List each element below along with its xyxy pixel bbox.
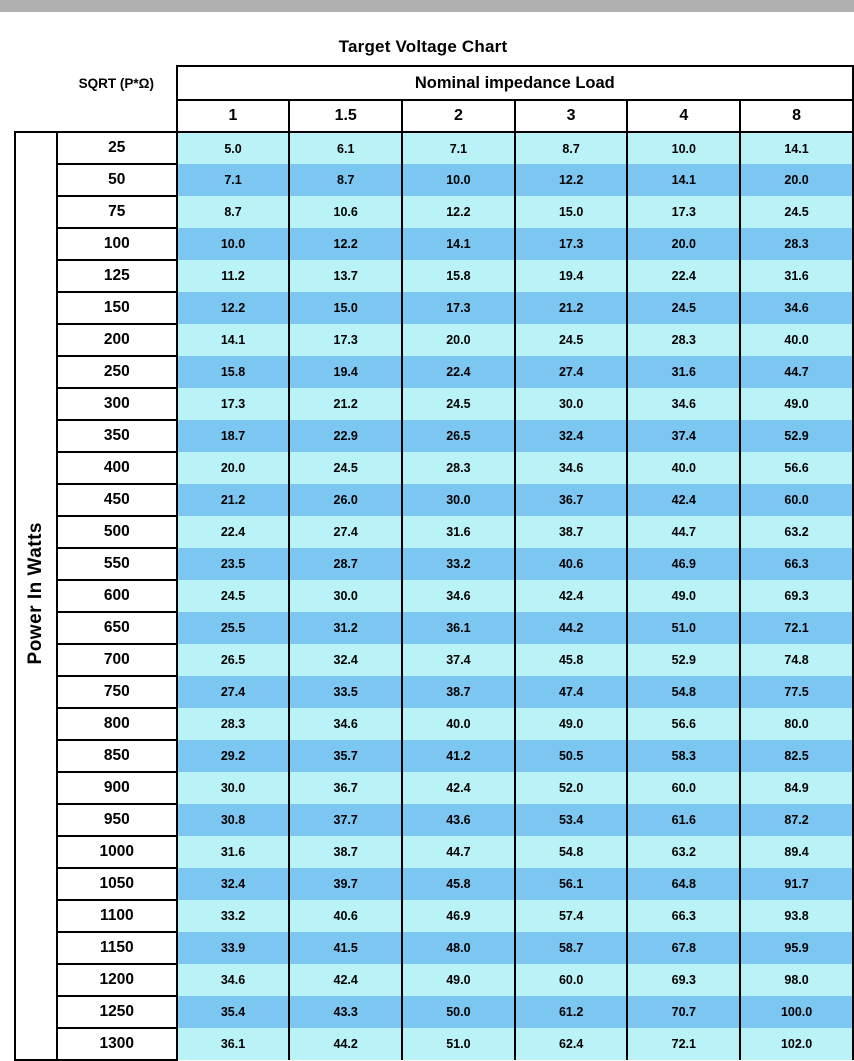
voltage-cell: 37.7 [289,804,402,836]
voltage-cell: 24.5 [515,324,628,356]
voltage-cell: 52.9 [627,644,740,676]
voltage-cell: 12.2 [289,228,402,260]
voltage-cell: 32.4 [515,420,628,452]
voltage-cell: 17.3 [515,228,628,260]
column-header-impedance-0: 1 [177,100,290,132]
voltage-cell: 11.2 [177,260,290,292]
voltage-cell: 28.7 [289,548,402,580]
table-row [15,484,853,516]
voltage-cell: 33.9 [177,932,290,964]
voltage-cell: 39.7 [289,868,402,900]
corner-spacer [15,100,57,132]
table-row [15,164,853,196]
table-row [15,388,853,420]
voltage-cell: 32.4 [289,644,402,676]
voltage-cell: 34.6 [177,964,290,996]
voltage-cell: 77.5 [740,676,853,708]
row-header-power: 150 [57,292,177,324]
voltage-cell: 21.2 [289,388,402,420]
voltage-cell: 72.1 [740,612,853,644]
voltage-cell: 20.0 [740,164,853,196]
voltage-cell: 36.1 [177,1028,290,1060]
page-title: Target Voltage Chart [338,37,508,56]
voltage-cell: 25.5 [177,612,290,644]
voltage-cell: 30.0 [289,580,402,612]
voltage-cell: 42.4 [289,964,402,996]
voltage-cell: 44.7 [402,836,515,868]
voltage-cell: 22.4 [402,356,515,388]
row-header-power: 250 [57,356,177,388]
voltage-cell: 41.2 [402,740,515,772]
voltage-cell: 24.5 [402,388,515,420]
voltage-cell: 52.9 [740,420,853,452]
voltage-cell: 31.6 [402,516,515,548]
voltage-cell: 36.7 [289,772,402,804]
voltage-cell: 19.4 [289,356,402,388]
row-header-power: 50 [57,164,177,196]
voltage-cell: 40.0 [740,324,853,356]
voltage-cell: 34.6 [289,708,402,740]
voltage-cell: 46.9 [627,548,740,580]
voltage-cell: 17.3 [289,324,402,356]
voltage-cell: 95.9 [740,932,853,964]
row-header-power: 1150 [57,932,177,964]
voltage-cell: 43.6 [402,804,515,836]
voltage-cell: 40.6 [515,548,628,580]
voltage-cell: 28.3 [177,708,290,740]
row-header-power: 950 [57,804,177,836]
nominal-impedance-header: Nominal impedance Load [177,66,853,100]
table-row [15,516,853,548]
voltage-cell: 38.7 [402,676,515,708]
voltage-cell: 66.3 [740,548,853,580]
voltage-cell: 17.3 [402,292,515,324]
voltage-cell: 54.8 [515,836,628,868]
voltage-cell: 51.0 [627,612,740,644]
voltage-cell: 61.6 [627,804,740,836]
voltage-cell: 51.0 [402,1028,515,1060]
voltage-cell: 44.2 [515,612,628,644]
table-row [15,196,853,228]
voltage-cell: 7.1 [402,132,515,164]
voltage-cell: 31.2 [289,612,402,644]
voltage-cell: 36.7 [515,484,628,516]
power-in-watts-axis-label [15,132,57,1060]
voltage-cell: 10.6 [289,196,402,228]
voltage-cell: 26.5 [177,644,290,676]
voltage-cell: 28.3 [402,452,515,484]
table-row [15,548,853,580]
sqrt-formula-label: SQRT (P*Ω) [57,66,177,100]
voltage-cell: 56.1 [515,868,628,900]
voltage-cell: 70.7 [627,996,740,1028]
voltage-cell: 24.5 [627,292,740,324]
row-header-power: 500 [57,516,177,548]
row-header-power: 200 [57,324,177,356]
table-row [15,868,853,900]
row-header-power: 550 [57,548,177,580]
row-header-power: 650 [57,612,177,644]
voltage-cell: 48.0 [402,932,515,964]
voltage-cell: 33.2 [402,548,515,580]
voltage-cell: 50.0 [402,996,515,1028]
row-header-power: 75 [57,196,177,228]
voltage-cell: 74.8 [740,644,853,676]
voltage-cell: 33.2 [177,900,290,932]
voltage-cell: 49.0 [402,964,515,996]
voltage-cell: 14.1 [402,228,515,260]
voltage-cell: 27.4 [515,356,628,388]
table-row [15,676,853,708]
voltage-cell: 50.5 [515,740,628,772]
column-header-impedance-2: 2 [402,100,515,132]
column-header-impedance-1: 1.5 [289,100,402,132]
voltage-cell: 56.6 [627,708,740,740]
voltage-cell: 57.4 [515,900,628,932]
table-row [15,644,853,676]
voltage-cell: 100.0 [740,996,853,1028]
voltage-cell: 49.0 [627,580,740,612]
voltage-cell: 52.0 [515,772,628,804]
voltage-cell: 8.7 [515,132,628,164]
row-header-power: 300 [57,388,177,420]
voltage-cell: 56.6 [740,452,853,484]
voltage-cell: 69.3 [740,580,853,612]
voltage-cell: 91.7 [740,868,853,900]
voltage-cell: 34.6 [515,452,628,484]
voltage-cell: 42.4 [627,484,740,516]
voltage-cell: 61.2 [515,996,628,1028]
row-header-power: 25 [57,132,177,164]
voltage-cell: 34.6 [402,580,515,612]
voltage-cell: 64.8 [627,868,740,900]
table-row [15,260,853,292]
row-header-power: 1050 [57,868,177,900]
row-header-power: 350 [57,420,177,452]
voltage-cell: 44.2 [289,1028,402,1060]
voltage-cell: 30.0 [515,388,628,420]
corner-spacer [57,100,177,132]
voltage-cell: 43.3 [289,996,402,1028]
voltage-cell: 82.5 [740,740,853,772]
row-header-power: 900 [57,772,177,804]
voltage-cell: 12.2 [177,292,290,324]
voltage-cell: 38.7 [289,836,402,868]
voltage-cell: 47.4 [515,676,628,708]
voltage-cell: 89.4 [740,836,853,868]
voltage-cell: 33.5 [289,676,402,708]
table-row [15,580,853,612]
voltage-cell: 45.8 [402,868,515,900]
table-row [15,836,853,868]
row-header-power: 1100 [57,900,177,932]
voltage-cell: 54.8 [627,676,740,708]
voltage-cell: 14.1 [740,132,853,164]
voltage-cell: 15.8 [402,260,515,292]
voltage-cell: 15.0 [289,292,402,324]
voltage-cell: 35.4 [177,996,290,1028]
table-row [15,900,853,932]
voltage-cell: 17.3 [177,388,290,420]
table-row [15,996,853,1028]
voltage-cell: 84.9 [740,772,853,804]
voltage-cell: 37.4 [627,420,740,452]
voltage-cell: 8.7 [177,196,290,228]
voltage-cell: 21.2 [177,484,290,516]
column-header-impedance-3: 3 [515,100,628,132]
table-row [15,740,853,772]
voltage-cell: 46.9 [402,900,515,932]
voltage-cell: 60.0 [627,772,740,804]
voltage-cell: 44.7 [627,516,740,548]
voltage-cell: 49.0 [515,708,628,740]
voltage-cell: 12.2 [515,164,628,196]
voltage-cell: 63.2 [740,516,853,548]
voltage-cell: 20.0 [627,228,740,260]
voltage-cell: 21.2 [515,292,628,324]
voltage-cell: 27.4 [289,516,402,548]
header-row-impedance-values [15,100,853,132]
voltage-cell: 35.7 [289,740,402,772]
voltage-cell: 98.0 [740,964,853,996]
voltage-cell: 14.1 [627,164,740,196]
row-header-power: 800 [57,708,177,740]
voltage-cell: 49.0 [740,388,853,420]
voltage-cell: 38.7 [515,516,628,548]
voltage-cell: 24.5 [289,452,402,484]
voltage-cell: 22.4 [627,260,740,292]
row-header-power: 125 [57,260,177,292]
voltage-cell: 102.0 [740,1028,853,1060]
voltage-cell: 29.2 [177,740,290,772]
voltage-cell: 6.1 [289,132,402,164]
voltage-cell: 10.0 [177,228,290,260]
header-row-nominal [15,66,853,100]
table-row [15,452,853,484]
voltage-cell: 26.0 [289,484,402,516]
voltage-cell: 8.7 [289,164,402,196]
voltage-cell: 72.1 [627,1028,740,1060]
table-row [15,772,853,804]
power-axis-text: Power In Watts [24,522,46,665]
voltage-cell: 20.0 [177,452,290,484]
voltage-cell: 24.5 [177,580,290,612]
voltage-cell: 10.0 [627,132,740,164]
row-header-power: 1000 [57,836,177,868]
table-row [15,932,853,964]
table-row [15,420,853,452]
table-row [15,356,853,388]
voltage-cell: 60.0 [740,484,853,516]
voltage-cell: 58.7 [515,932,628,964]
table-row [15,612,853,644]
voltage-cell: 34.6 [627,388,740,420]
row-header-power: 750 [57,676,177,708]
voltage-cell: 37.4 [402,644,515,676]
target-voltage-table [14,65,854,1061]
voltage-cell: 30.0 [177,772,290,804]
row-header-power: 400 [57,452,177,484]
chart-page [0,37,854,1061]
row-header-power: 1200 [57,964,177,996]
voltage-cell: 31.6 [627,356,740,388]
row-header-power: 1250 [57,996,177,1028]
table-row [15,1028,853,1060]
voltage-cell: 40.0 [627,452,740,484]
voltage-cell: 26.5 [402,420,515,452]
voltage-cell: 62.4 [515,1028,628,1060]
voltage-cell: 18.7 [177,420,290,452]
corner-spacer [15,66,57,100]
voltage-cell: 80.0 [740,708,853,740]
voltage-cell: 12.2 [402,196,515,228]
row-header-power: 850 [57,740,177,772]
voltage-cell: 44.7 [740,356,853,388]
voltage-cell: 19.4 [515,260,628,292]
table-row [15,292,853,324]
voltage-cell: 30.8 [177,804,290,836]
voltage-cell: 30.0 [402,484,515,516]
voltage-cell: 24.5 [740,196,853,228]
voltage-cell: 63.2 [627,836,740,868]
voltage-cell: 58.3 [627,740,740,772]
voltage-cell: 15.0 [515,196,628,228]
window-top-bar [0,0,854,12]
voltage-cell: 31.6 [177,836,290,868]
voltage-cell: 22.4 [177,516,290,548]
voltage-cell: 17.3 [627,196,740,228]
voltage-cell: 87.2 [740,804,853,836]
voltage-cell: 45.8 [515,644,628,676]
voltage-cell: 15.8 [177,356,290,388]
table-row [15,964,853,996]
row-header-power: 100 [57,228,177,260]
voltage-cell: 22.9 [289,420,402,452]
voltage-cell: 28.3 [740,228,853,260]
column-header-impedance-5: 8 [740,100,853,132]
table-row [15,804,853,836]
voltage-cell: 7.1 [177,164,290,196]
voltage-cell: 42.4 [402,772,515,804]
voltage-cell: 20.0 [402,324,515,356]
voltage-cell: 53.4 [515,804,628,836]
column-header-impedance-4: 4 [627,100,740,132]
voltage-cell: 32.4 [177,868,290,900]
voltage-cell: 66.3 [627,900,740,932]
voltage-cell: 69.3 [627,964,740,996]
row-header-power: 1300 [57,1028,177,1060]
voltage-cell: 5.0 [177,132,290,164]
voltage-cell: 14.1 [177,324,290,356]
voltage-cell: 40.6 [289,900,402,932]
row-header-power: 600 [57,580,177,612]
voltage-cell: 28.3 [627,324,740,356]
voltage-cell: 40.0 [402,708,515,740]
row-header-power: 700 [57,644,177,676]
table-row [15,708,853,740]
voltage-cell: 41.5 [289,932,402,964]
voltage-cell: 67.8 [627,932,740,964]
table-row [15,132,853,164]
voltage-cell: 93.8 [740,900,853,932]
voltage-cell: 36.1 [402,612,515,644]
table-row [15,228,853,260]
voltage-cell: 27.4 [177,676,290,708]
voltage-cell: 23.5 [177,548,290,580]
voltage-cell: 42.4 [515,580,628,612]
voltage-cell: 10.0 [402,164,515,196]
table-row [15,324,853,356]
voltage-cell: 31.6 [740,260,853,292]
row-header-power: 450 [57,484,177,516]
voltage-cell: 60.0 [515,964,628,996]
voltage-cell: 34.6 [740,292,853,324]
voltage-cell: 13.7 [289,260,402,292]
